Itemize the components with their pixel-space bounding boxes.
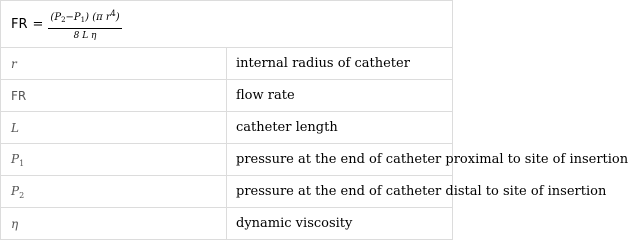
numerator-part: ) [115, 11, 120, 23]
numerator-subscript: 2 [61, 15, 66, 24]
symbol-cell [1, 208, 227, 240]
symbol-cell [1, 112, 227, 144]
description-cell: internal radius of catheter [227, 48, 453, 80]
numerator-exponent: 4 [110, 8, 116, 18]
symbol-fr: FR [11, 88, 27, 103]
table-row [1, 48, 453, 80]
table-row [1, 80, 453, 112]
table-row [1, 208, 453, 240]
numerator-subscript: 1 [80, 15, 86, 24]
symbol-p1: P [11, 151, 20, 166]
formula-denominator: 8 L η [73, 30, 97, 41]
numerator-part: −P [65, 11, 81, 23]
symbol-cell [1, 176, 227, 208]
symbol-l: L [11, 120, 19, 135]
symbol-eta: η [11, 216, 19, 231]
table-row [1, 144, 453, 176]
formula-fraction [48, 7, 121, 42]
table-row [1, 176, 453, 208]
formula-equals: = [32, 16, 44, 32]
symbol-subscript: 2 [19, 190, 25, 200]
description-cell: pressure at the end of catheter proximal to site of insertion [227, 144, 453, 176]
numerator-part: ) (π r [85, 11, 111, 23]
symbol-cell [1, 144, 227, 176]
formula-row [1, 1, 453, 48]
description-cell: catheter length [227, 112, 453, 144]
formula-lhs: FR [11, 16, 28, 32]
table-row [1, 112, 453, 144]
symbol-cell [1, 80, 227, 112]
numerator-part: (P [50, 11, 62, 23]
formula [1, 7, 452, 42]
description-cell: dynamic viscosity [227, 208, 453, 240]
formula-numerator [48, 7, 121, 29]
symbol-r: r [11, 56, 17, 71]
formula-cell [1, 1, 453, 48]
description-cell: flow rate [227, 80, 453, 112]
description-cell: pressure at the end of catheter distal to site of insertion [227, 176, 453, 208]
symbol-subscript: 1 [19, 158, 25, 168]
symbol-cell [1, 48, 227, 80]
symbol-p2: P [11, 183, 20, 198]
